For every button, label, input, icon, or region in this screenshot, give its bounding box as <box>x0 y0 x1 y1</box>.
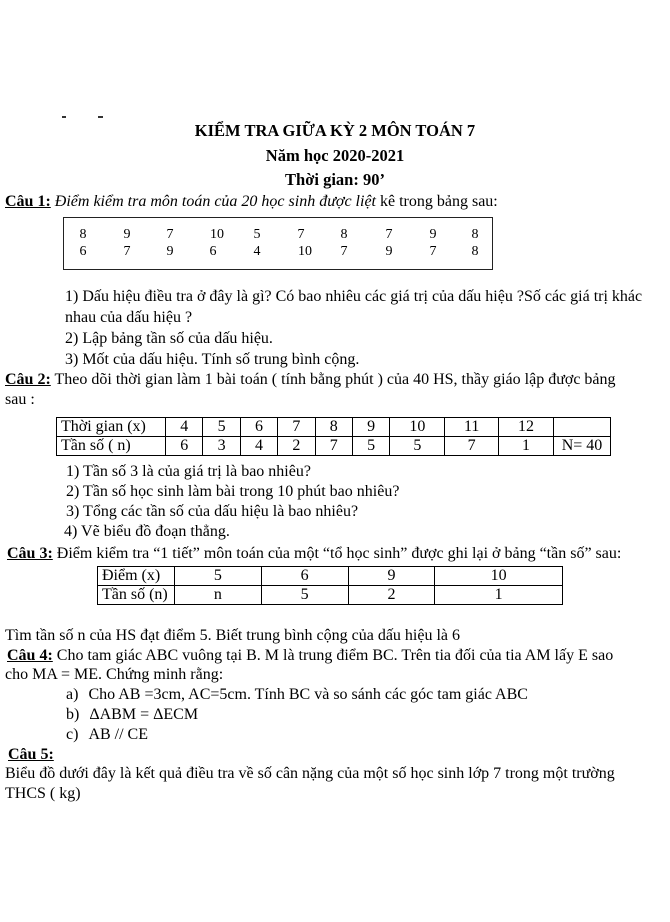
q3-intro-text: Điểm kiểm tra “1 tiết” môn toán của một “tổ học sinh” được ghi lại ở bảng “tần số” sau: <box>52 545 622 562</box>
q2-intro-text: Theo dõi thời gian làm 1 bài toán ( tính bằng phút ) của 40 HS, thầy giáo lập được bảng <box>50 371 616 388</box>
q3-label: Câu 3: <box>7 545 53 562</box>
item-marker: b) <box>66 706 80 723</box>
school-year: Năm học 2020-2021 <box>265 146 405 165</box>
q2-frequency-table <box>56 417 611 456</box>
q1-item-1: 1) Dấu hiệu điều tra ở đây là gì? Có bao nhiêu các giá trị của dấu hiệu ?Số các giá trị khác <box>65 288 643 305</box>
q1-item-3: 3) Mốt của dấu hiệu. Tính số trung bình cộng. <box>65 351 360 368</box>
q3-frequency-table <box>97 566 563 605</box>
table-row <box>57 418 611 437</box>
q4-intro-line2: cho MA = ME. Chứng minh rằng: <box>5 666 224 683</box>
stray-mark <box>98 116 103 118</box>
q1-intro-rest: kê trong bảng sau: <box>376 193 498 210</box>
data-cell: 6 <box>209 244 217 259</box>
row-header: Tần số (n) <box>98 586 175 605</box>
table-cell: 3 <box>203 437 240 456</box>
table-cell-total: N= 40 <box>554 437 611 456</box>
q1-item-1-cont: nhau của dấu hiệu ? <box>65 309 193 326</box>
table-cell: 12 <box>499 418 554 437</box>
data-cell: 6 <box>79 244 87 259</box>
q1-label: Câu 1: <box>5 193 51 210</box>
row-header: Thời gian (x) <box>57 418 166 437</box>
table-cell: 7 <box>315 437 352 456</box>
q2-item-4: 4) Vẽ biểu đồ đoạn thẳng. <box>64 523 230 540</box>
q4-item-a <box>66 685 528 705</box>
row-header: Tần số ( n) <box>57 437 166 456</box>
item-text: AB // CE <box>88 726 148 743</box>
table-cell: 1 <box>435 586 563 605</box>
data-cell: 4 <box>253 244 261 259</box>
table-cell: 1 <box>499 437 554 456</box>
data-cell: 10 <box>298 244 312 259</box>
item-marker: a) <box>66 686 79 703</box>
table-cell: 5 <box>203 418 240 437</box>
data-cell: 9 <box>385 244 393 259</box>
q1-intro-italic: Điểm kiểm tra môn toán của 20 học sinh được liệt <box>54 193 376 210</box>
table-cell: 10 <box>390 418 445 437</box>
data-cell: 8 <box>471 244 479 259</box>
table-row <box>98 567 563 586</box>
data-cell: 9 <box>166 244 174 259</box>
exam-title: KIỂM TRA GIỮA KỲ 2 MÔN TOÁN 7 <box>194 121 476 140</box>
data-cell: 8 <box>340 227 348 242</box>
table-cell: 9 <box>348 567 435 586</box>
row-header: Điểm (x) <box>98 567 175 586</box>
table-cell <box>554 418 611 437</box>
q5-label: Câu 5: <box>8 746 54 763</box>
q4-intro <box>7 646 613 666</box>
q3-task: Tìm tần số n của HS đạt điểm 5. Biết trung bình cộng của dấu hiệu là 6 <box>5 627 461 644</box>
data-cell: 9 <box>429 227 437 242</box>
q2-intro-line2: sau : <box>5 391 35 408</box>
table-cell: 9 <box>352 418 389 437</box>
q2-item-3: 3) Tổng các tần số của dấu hiệu là bao nhiêu? <box>66 503 359 520</box>
item-marker: c) <box>66 726 79 743</box>
data-cell: 7 <box>123 244 131 259</box>
q1-data-row <box>64 227 492 243</box>
item-text: ΔABM = ΔECM <box>89 706 199 723</box>
table-cell: 10 <box>435 567 563 586</box>
table-cell: n <box>175 586 262 605</box>
table-cell: 6 <box>240 418 277 437</box>
data-cell: 10 <box>210 227 224 242</box>
exam-duration: Thời gian: 90’ <box>285 170 385 189</box>
data-cell: 5 <box>253 227 261 242</box>
data-cell: 8 <box>471 227 479 242</box>
data-cell: 9 <box>123 227 131 242</box>
table-cell: 5 <box>175 567 262 586</box>
table-cell: 8 <box>315 418 352 437</box>
table-cell: 11 <box>445 418 499 437</box>
table-cell: 6 <box>261 567 348 586</box>
q2-item-2: 2) Tần số học sinh làm bài trong 10 phút bao nhiêu? <box>66 483 400 500</box>
q4-item-b <box>66 705 198 725</box>
q2-intro <box>5 370 616 390</box>
data-cell: 7 <box>429 244 437 259</box>
data-cell: 7 <box>166 227 174 242</box>
data-cell: 7 <box>340 244 348 259</box>
table-cell: 7 <box>278 418 315 437</box>
table-cell: 5 <box>390 437 445 456</box>
table-row <box>57 437 611 456</box>
table-cell: 5 <box>261 586 348 605</box>
q1-item-2: 2) Lập bảng tần số của dấu hiệu. <box>65 330 273 347</box>
table-cell: 4 <box>240 437 277 456</box>
stray-mark <box>62 116 66 118</box>
q1-data-box <box>63 217 493 270</box>
data-cell: 7 <box>385 227 393 242</box>
q4-intro-text: Cho tam giác ABC vuông tại B. M là trung điểm BC. Trên tia đối của tia AM lấy E sao <box>52 647 614 664</box>
table-cell: 7 <box>445 437 499 456</box>
q2-label: Câu 2: <box>5 371 51 388</box>
table-cell: 2 <box>278 437 315 456</box>
q3-intro <box>7 544 621 564</box>
table-cell: 6 <box>166 437 203 456</box>
table-cell: 5 <box>352 437 389 456</box>
q5-text-line2: THCS ( kg) <box>5 785 81 802</box>
q4-item-c <box>66 725 148 745</box>
table-cell: 4 <box>166 418 203 437</box>
q2-item-1: 1) Tần số 3 là của giá trị là bao nhiêu? <box>66 463 311 480</box>
table-row <box>98 586 563 605</box>
table-cell: 2 <box>348 586 435 605</box>
item-text: Cho AB =3cm, AC=5cm. Tính BC và so sánh các góc tam giác ABC <box>88 686 528 703</box>
data-cell: 8 <box>79 227 87 242</box>
q1-data-row <box>64 244 492 260</box>
q4-label: Câu 4: <box>7 647 53 664</box>
q5-heading <box>8 745 54 765</box>
q5-text-line1: Biểu đồ dưới đây là kết quả điều tra về số cân nặng của một số học sinh lớp 7 trong một trường <box>5 765 615 782</box>
data-cell: 7 <box>297 227 305 242</box>
q1-intro <box>5 192 498 212</box>
